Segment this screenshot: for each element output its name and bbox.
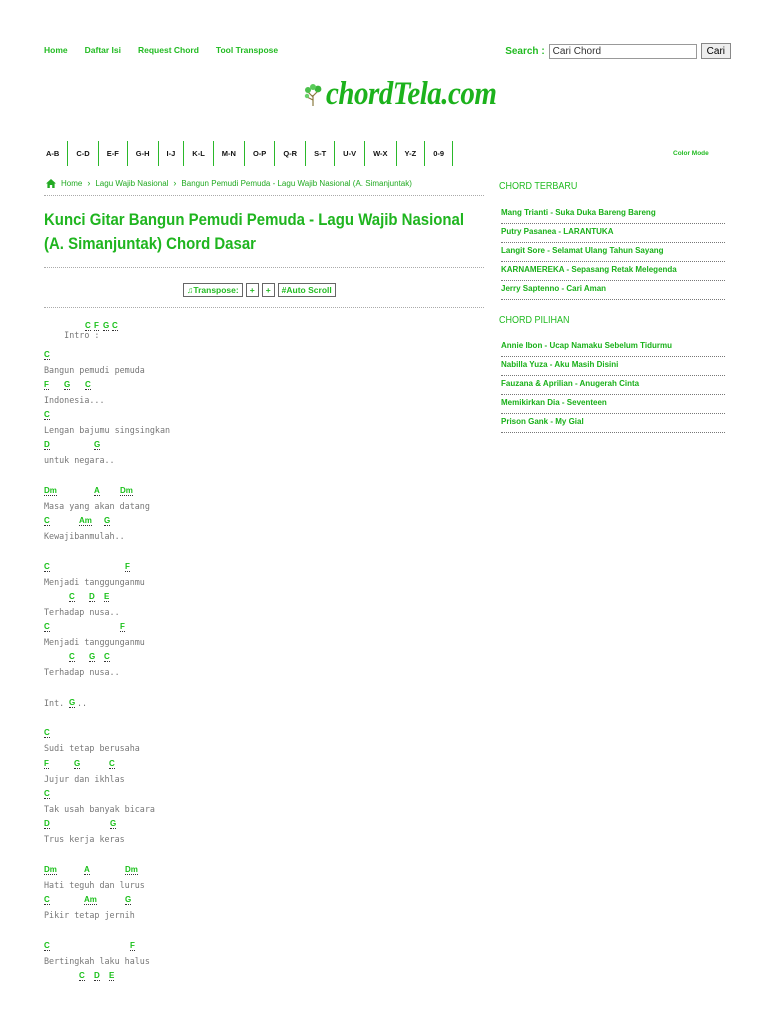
chord-picks-title: CHORD PILIHAN	[499, 315, 570, 326]
chord-line	[44, 971, 344, 983]
lyric-line	[44, 834, 344, 846]
chord-line	[44, 652, 344, 664]
lyric-line	[44, 910, 344, 922]
chord-line	[44, 728, 344, 740]
chord-g[interactable]: G	[104, 516, 111, 525]
lyric-text: Hati teguh dan lurus	[44, 880, 145, 890]
transpose-label: ♫Transpose:	[183, 283, 243, 297]
chord-line	[44, 941, 344, 953]
search-input[interactable]	[549, 44, 697, 59]
lyric-line	[44, 774, 344, 786]
transpose-toolbar	[183, 283, 336, 297]
lyric-text: Bertingkah laku halus	[44, 956, 150, 966]
lyric-line	[44, 637, 344, 649]
breadcrumb	[46, 178, 412, 188]
lyric-text: Kewajibanmulah..	[44, 531, 125, 541]
chord-line	[44, 562, 344, 574]
chord-line	[44, 380, 344, 392]
lyric-line	[44, 425, 344, 437]
lyric-line	[44, 607, 344, 619]
alpha-w-x[interactable]: W-X	[365, 141, 396, 166]
chord-line	[44, 819, 344, 831]
chord-a[interactable]: A	[94, 486, 100, 495]
lyric-text: Sudi tetap berusaha	[44, 743, 140, 753]
lyric-text: Indonesia...	[44, 395, 105, 405]
chord-f[interactable]: F	[94, 321, 99, 330]
pick-chord-link[interactable]: Fauzana & Aprilian - Anugerah Cinta	[501, 376, 725, 395]
lyric-text: Menjadi tanggunganmu	[44, 577, 145, 587]
chord-c[interactable]: C	[44, 895, 50, 904]
lyric-line	[44, 577, 344, 589]
alpha-e-f[interactable]: E-F	[99, 141, 128, 166]
chord-dm[interactable]: Dm	[44, 865, 57, 874]
lyric-text: ..	[77, 698, 88, 708]
chord-g[interactable]: G	[125, 895, 132, 904]
lyric-text: Tak usah banyak bicara	[44, 804, 155, 814]
chord-line	[44, 895, 344, 907]
lyric-text: Menjadi tanggunganmu	[44, 637, 145, 647]
chord-f[interactable]: F	[44, 759, 49, 768]
chord-c[interactable]: C	[104, 652, 110, 661]
alpha-m-n[interactable]: M-N	[214, 141, 245, 166]
chord-dm[interactable]: Dm	[44, 486, 57, 495]
chord-d[interactable]: D	[44, 440, 50, 449]
lyric-text: Lengan bajumu singsingkan	[44, 425, 171, 435]
alphabet-nav	[38, 141, 544, 166]
chord-a[interactable]: A	[84, 865, 90, 874]
latest-chord-link[interactable]: Jerry Saptenno - Cari Aman	[501, 281, 725, 300]
chord-c[interactable]: C	[69, 652, 75, 661]
divider	[44, 195, 484, 196]
divider	[44, 307, 484, 308]
latest-chord-link[interactable]: Mang Trianti - Suka Duka Bareng Bareng	[501, 205, 725, 224]
intro-row	[44, 320, 118, 350]
intro-label: Intro :	[64, 330, 105, 340]
pick-chord-link[interactable]: Nabilla Yuza - Aku Masih Disini	[501, 357, 725, 376]
alpha-i-j[interactable]: I-J	[159, 141, 185, 166]
chord-c[interactable]: C	[44, 350, 50, 359]
lyric-text: Terhadap nusa..	[44, 607, 120, 617]
lyric-text: Bangun pemudi pemuda	[44, 365, 145, 375]
chord-g[interactable]: G	[94, 440, 101, 449]
lyric-line	[44, 667, 344, 679]
chord-g[interactable]: G	[89, 652, 96, 661]
lyric-line	[44, 501, 344, 513]
nav-daftar-isi[interactable]: Daftar Isi	[84, 45, 121, 55]
chord-c[interactable]: C	[44, 941, 50, 950]
auto-scroll-button[interactable]: #Auto Scroll	[278, 283, 336, 297]
chord-c[interactable]: C	[79, 971, 85, 980]
chord-line	[44, 622, 344, 634]
chord-d[interactable]: D	[44, 819, 50, 828]
lyric-text: Pikir tetap jernih	[44, 910, 135, 920]
chord-c[interactable]: C	[44, 622, 50, 631]
chord-line	[44, 410, 344, 422]
lyric-line	[44, 880, 344, 892]
lyric-text: Jujur dan ikhlas	[44, 774, 125, 784]
breadcrumb-current[interactable]: Bangun Pemudi Pemuda - Lagu Wajib Nasional (A. Simanjuntak)	[181, 178, 412, 188]
chord-c[interactable]: C	[69, 592, 75, 601]
pick-chord-link[interactable]: Memikirkan Dia - Seventeen	[501, 395, 725, 414]
chord-c[interactable]: C	[109, 759, 115, 768]
guitar-tree-icon	[303, 83, 323, 107]
logo-text: chordTela.com	[326, 76, 497, 112]
alpha-0-9[interactable]: 0-9	[425, 141, 453, 166]
chord-sheet	[44, 318, 171, 980]
latest-chord-link[interactable]: Langit Sore - Selamat Ulang Tahun Sayang	[501, 243, 725, 262]
chord-line	[44, 350, 344, 362]
lyric-line	[44, 956, 344, 968]
lyric-text: Masa yang akan datang	[44, 501, 150, 511]
chord-dm[interactable]: Dm	[125, 865, 138, 874]
transpose-up-button[interactable]: +	[262, 283, 275, 297]
alpha-a-b[interactable]: A-B	[38, 141, 68, 166]
alpha-s-t[interactable]: S-T	[306, 141, 335, 166]
chord-c[interactable]: C	[112, 321, 118, 330]
site-logo[interactable]	[303, 78, 496, 111]
transpose-down-button[interactable]: +	[246, 283, 259, 297]
breadcrumb-home[interactable]: Home	[61, 178, 83, 188]
search-label: Search :	[505, 45, 545, 57]
chord-e[interactable]: E	[104, 592, 110, 601]
lyric-text: Int.	[44, 698, 70, 708]
pick-chord-link[interactable]: Prison Gank - My Gial	[501, 414, 725, 433]
alpha-o-p[interactable]: O-P	[245, 141, 275, 166]
chord-f[interactable]: F	[44, 380, 49, 389]
lyric-text: Trus kerja keras	[44, 834, 125, 844]
page-title: Kunci Gitar Bangun Pemudi Pemuda - Lagu Wajib Nasional (A. Simanjuntak) Chord Dasar	[44, 210, 465, 253]
chord-e[interactable]: E	[109, 971, 115, 980]
latest-chord-link[interactable]: Putry Pasanea - LARANTUKA	[501, 224, 725, 243]
chord-g[interactable]: G	[110, 819, 117, 828]
chord-d[interactable]: D	[89, 592, 95, 601]
alpha-y-z[interactable]: Y-Z	[397, 141, 426, 166]
chord-f[interactable]: F	[130, 941, 135, 950]
chord-d[interactable]: D	[94, 971, 100, 980]
search-form	[505, 43, 731, 59]
chord-f[interactable]: F	[120, 622, 125, 631]
chord-c[interactable]: C	[44, 410, 50, 419]
chord-line	[44, 789, 344, 801]
chord-picks-list	[501, 338, 725, 433]
chord-line	[44, 440, 344, 452]
chord-c[interactable]: C	[44, 562, 50, 571]
chord-line	[44, 698, 344, 710]
chord-dm[interactable]: Dm	[120, 486, 133, 495]
lyric-line	[44, 531, 344, 543]
chord-g[interactable]: G	[74, 759, 81, 768]
chevron-right-icon: ›	[87, 178, 91, 188]
chord-am[interactable]: Am	[84, 895, 97, 904]
alpha-c-d[interactable]: C-D	[68, 141, 98, 166]
lyric-line	[44, 455, 344, 467]
latest-chords-title: CHORD TERBARU	[499, 181, 578, 192]
chord-g[interactable]: G	[103, 321, 110, 330]
chord-am[interactable]: Am	[79, 516, 92, 525]
alpha-k-l[interactable]: K-L	[184, 141, 214, 166]
chord-f[interactable]: F	[125, 562, 130, 571]
chord-c[interactable]: C	[44, 789, 50, 798]
lyric-text: Terhadap nusa..	[44, 667, 120, 677]
chord-line	[44, 516, 344, 528]
latest-chord-link[interactable]: KARNAMEREKA - Sepasang Retak Melegenda	[501, 262, 725, 281]
alpha-u-v[interactable]: U-V	[335, 141, 365, 166]
color-mode-toggle[interactable]: Color Mode	[673, 150, 709, 157]
chord-c[interactable]: C	[44, 728, 50, 737]
chord-line	[44, 759, 344, 771]
lyric-line	[44, 395, 344, 407]
nav-tool-transpose[interactable]: Tool Transpose	[215, 45, 279, 55]
divider	[44, 267, 484, 268]
lyric-text: untuk negara..	[44, 455, 115, 465]
chord-g[interactable]: G	[69, 698, 76, 707]
chord-line	[44, 865, 344, 877]
chord-g[interactable]: G	[64, 380, 71, 389]
alpha-q-r[interactable]: Q-R	[275, 141, 306, 166]
chevron-right-icon: ›	[173, 178, 177, 188]
breadcrumb-category[interactable]: Lagu Wajib Nasional	[95, 178, 169, 188]
lyric-line	[44, 804, 344, 816]
nav-request-chord[interactable]: Request Chord	[138, 45, 199, 55]
chord-c[interactable]: C	[85, 321, 91, 330]
top-nav	[44, 45, 278, 55]
chord-line	[44, 592, 344, 604]
search-button[interactable]: Cari	[701, 43, 731, 59]
chord-c[interactable]: C	[85, 380, 91, 389]
nav-home[interactable]: Home	[44, 45, 68, 55]
lyric-line	[44, 365, 344, 377]
pick-chord-link[interactable]: Annie Ibon - Ucap Namaku Sebelum Tidurmu	[501, 338, 725, 357]
alpha-g-h[interactable]: G-H	[128, 141, 159, 166]
latest-chords-list	[501, 205, 725, 300]
home-icon	[46, 179, 56, 188]
chord-c[interactable]: C	[44, 516, 50, 525]
lyric-line	[44, 743, 344, 755]
chord-line	[44, 486, 344, 498]
